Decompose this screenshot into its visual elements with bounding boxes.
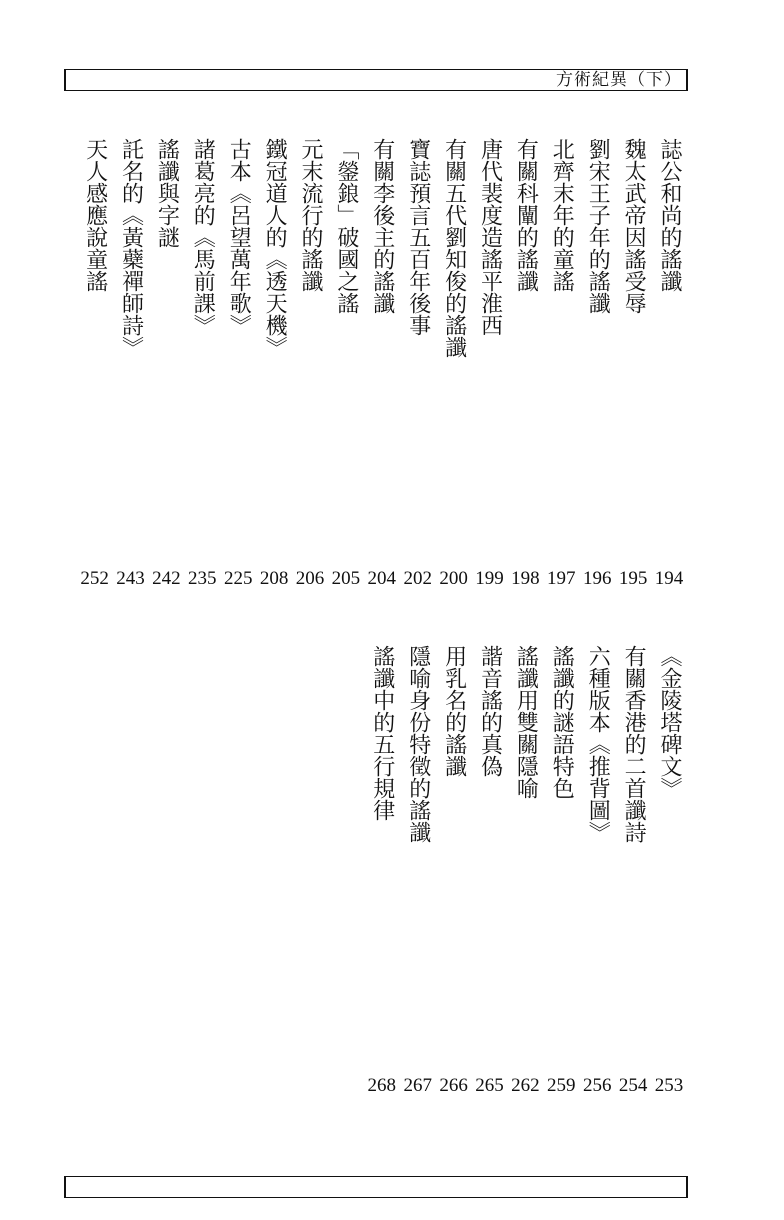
toc-entry [543,645,579,799]
toc-entry-page: 199 [475,568,504,589]
toc-entry-title: 謠讖用雙關隱喻 [513,645,539,799]
toc-entry-page: 194 [654,568,684,589]
toc-entry [436,645,472,777]
toc-entry-title: 有關科闡的謠讖 [513,138,539,292]
toc-entry [364,645,400,821]
toc-entry [507,645,543,799]
toc-entry [256,138,292,358]
toc-entry-title: 北齊末年的童謠 [549,138,575,292]
toc-entry-title: 有關五代劉知俊的謠讖 [441,138,467,358]
toc-entry-page: 202 [403,568,432,589]
toc-entry [113,138,149,358]
toc-entry [651,138,687,292]
toc-entry-title: 謠讖中的五行規律 [369,645,395,821]
toc-entry [615,645,651,843]
toc-entry-title: 魏太武帝因謠受辱 [621,138,647,314]
toc-entry-title: 鐵冠道人的《透天機》 [262,138,288,358]
toc-entry-page: 266 [439,1075,468,1096]
toc-entry [328,138,364,314]
toc-entry-title: 劉宋王子年的謠讖 [585,138,611,314]
toc-entry-page: 204 [367,568,397,589]
toc-entry-title: 謠讖與字謎 [154,138,180,248]
toc-entry-page: 197 [547,568,576,589]
toc-entry [292,138,328,292]
toc-entry-page: 205 [331,568,361,589]
toc-entry-page: 262 [511,1075,540,1096]
toc-entry-title: 《金陵塔碑文》 [657,645,682,799]
toc-entry-title: 六種版本《推背圖》 [585,645,611,843]
toc-entry [184,138,220,336]
toc-entry-page: 242 [152,568,181,589]
toc-entry-page: 259 [547,1075,576,1096]
toc-entry-title: 「鎣鋃」破國之謠 [333,138,359,314]
toc-entry [148,138,184,248]
toc-entry [615,138,651,314]
toc-entry-page: 200 [439,568,468,589]
toc-entry-page: 252 [80,568,109,589]
toc-entry-title: 古本《呂望萬年歌》 [226,138,252,336]
toc-entry-page: 225 [223,568,253,589]
toc-entry-title: 有關李後主的謠讖 [369,138,395,314]
running-head: 方術紀異（下） [556,70,682,90]
toc-entry-page: 243 [116,568,145,589]
toc-entry [472,138,508,336]
toc-entry-title: 唐代裴度造謠平淮西 [477,138,503,336]
toc-entry [400,645,436,843]
toc-entry-page: 206 [295,568,325,589]
toc-entry [364,138,400,314]
toc-entry-title: 諧音謠的真偽 [477,645,503,777]
toc-entry-title: 託名的《黃蘗禪師詩》 [118,138,144,358]
toc-entry-title: 寶誌預言五百年後事 [405,138,431,336]
toc-entry-title: 元末流行的謠讖 [298,138,323,292]
toc-entry-title: 謠讖的謎語特色 [549,645,575,799]
toc-entry [507,138,543,292]
toc-entry [436,138,472,358]
toc-entry-page: 256 [582,1075,612,1096]
toc-entry [472,645,508,777]
toc-entry [651,645,687,799]
toc-entry-title: 天人感應說童謠 [82,138,108,292]
toc-entry [400,138,436,336]
toc-entry-page: 196 [582,568,612,589]
toc-entry-page: 195 [618,568,648,589]
toc-entry [77,138,113,292]
toc-entry-title: 諸葛亮的《馬前課》 [190,138,216,336]
toc-entry-page: 267 [403,1075,432,1096]
toc-entry-title: 誌公和尚的謠讖 [657,138,682,292]
footer-rule [64,1176,688,1198]
toc-entry [220,138,256,336]
toc-entry-page: 268 [367,1075,397,1096]
toc-entry-page: 198 [511,568,540,589]
toc-entry-title: 隱喻身份特徵的謠讖 [405,645,431,843]
toc-entry-page: 235 [188,568,217,589]
toc-entry [579,138,615,314]
toc-entry-title: 有關香港的二首讖詩 [621,645,647,843]
toc-entry-title: 用乳名的謠讖 [441,645,467,777]
toc-entry-page: 253 [654,1075,684,1096]
toc-entry-page: 254 [618,1075,648,1096]
toc-entry [579,645,615,843]
toc-entry [543,138,579,292]
toc-entry-page: 265 [475,1075,504,1096]
toc-entry-page: 208 [259,568,289,589]
